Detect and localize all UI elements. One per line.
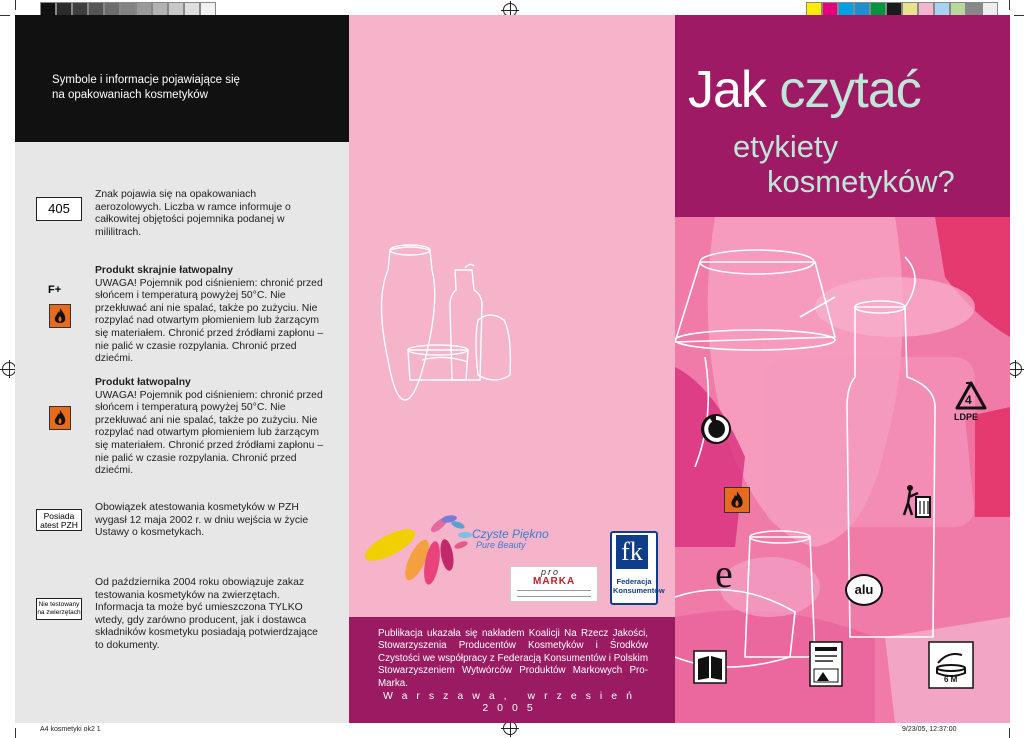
crop-mark [1014, 15, 1024, 16]
cmyk-color-bar [806, 2, 998, 16]
flame-icon [49, 304, 71, 328]
estimated-e-mark: e [715, 551, 733, 596]
alu-label: alu [854, 582, 874, 597]
recycle-number: 4 [965, 393, 972, 407]
title-line-1 [688, 60, 921, 120]
flame-icon [724, 487, 750, 513]
pure-beauty-logo-text: Pure Beauty [476, 540, 526, 550]
pro-marka-name: MARKA [533, 576, 576, 587]
not-tested-on-animals-symbol: Nie testowany na zwierzętach [36, 598, 82, 620]
extremely-flammable-title: Produkt skrajnie łatwopalny [95, 265, 234, 276]
not-tested-description: Od października 2004 roku obowiązuje zakaz testowania kosmetyków na zwierzętach. Informacja ta może być umieszczona TYLKO wtedy, gdy zarówno producent, jak i dostawca składników kosmetyku posiadają potwierdzające to dokumenty. [95, 577, 318, 651]
leaflet-icon [809, 641, 843, 687]
book-icon [693, 650, 727, 684]
crop-mark [15, 0, 16, 10]
bin-icon [900, 483, 932, 519]
title-etykiety: etykiety [733, 129, 839, 164]
aerosol-volume-symbol: 405 [36, 197, 82, 221]
registration-mark-right [1008, 362, 1022, 376]
registration-mark-left [2, 362, 16, 376]
flammable-block [95, 377, 325, 478]
crop-mark [1009, 728, 1010, 738]
footer-filename: A4 kosmetyki ok2 1 [40, 726, 101, 733]
green-dot-icon [700, 413, 732, 445]
flammable-text: UWAGA! Pojemnik pod ciśnieniem: chronić przed słońcem i temperaturą powyżej 50°C. Nie przekłuwać ani nie spalać, także po zużyciu. Nie rozpylać nad otwartym płomieniem lub żarzącym się materiałem. Chronić przed źródłami zapłonu – nie palić w czasie rozpylania. Chronić przed dziećmi. [95, 389, 324, 477]
fk-mark: fk [616, 535, 648, 569]
footer-timestamp: 9/23/05, 12:37:00 [902, 726, 957, 733]
pro-marka-fineprint [517, 590, 591, 597]
extremely-flammable-text: UWAGA! Pojemnik pod ciśnieniem: chronić przed słońcem i temperaturą powyżej 50°C. Nie przekłuwać ani nie spalać, także po zużyciu. Nie rozpylać nad otwartym płomieniem lub żarzącym się materiałem. Chronić przed źródłami zapłonu – nie palić w czasie rozpylania. Chronić przed dziećmi. [95, 277, 324, 365]
left-header-text: Symbole i informacje pojawiające się na opakowaniach kosmetyków [52, 74, 240, 101]
czyste-piekno-petals [365, 505, 485, 590]
title-jak: Jak [688, 61, 766, 119]
extremely-flammable-code: F+ [48, 284, 62, 296]
pzh-certificate-symbol: Posiada atest PZH [36, 509, 82, 531]
czyste-piekno-logo-text: Czyste Piękno [472, 527, 549, 541]
pzh-description: Obowiązek atestowania kosmetyków w PZH wygasł 12 maja 2002 r. w dniu wejścia w życie Ustawy o kosmetykach. [95, 502, 309, 539]
fk-name: Federacja Konsumentów [613, 577, 665, 595]
extremely-flammable-block [95, 265, 325, 366]
crop-mark [1009, 0, 1010, 10]
aerosol-description: Znak pojawia się na opakowaniach aerozolowych. Liczba w ramce informuje o całkowitej objętości pojemnika podanej w mililitrach. [95, 189, 291, 238]
place-date: Warszawa, wrzesień 2005 [383, 690, 641, 714]
title-czytac: czytać [779, 61, 921, 119]
crop-mark [0, 15, 10, 16]
flammable-title: Produkt łatwopalny [95, 377, 191, 388]
period-after-opening: 6 M [944, 675, 958, 684]
ldpe-label: LDPE [954, 412, 979, 422]
gray-color-bar [40, 2, 216, 16]
flame-icon [49, 406, 71, 430]
publication-text: Publikacja ukazała się nakładem Koalicji Na Rzecz Jakości, Stowarzyszenia Producentów Kosmetyków i Środków Czystości we współpracy z Federacją Konsumentów i Polskim Stowarzyszeniem Wytwórców Produktów Markowych Pro-Marka. [378, 628, 648, 689]
alu-symbol [845, 574, 883, 606]
title-kosmetykow: kosmetyków? [767, 164, 955, 199]
pro-marka-logo [510, 566, 598, 602]
federacja-konsumentow-logo [610, 531, 665, 605]
crop-mark [15, 728, 16, 738]
bottles-line-drawing [370, 240, 530, 410]
pro-marka-pro: pro [541, 567, 561, 577]
registration-mark-bottom [503, 721, 517, 735]
